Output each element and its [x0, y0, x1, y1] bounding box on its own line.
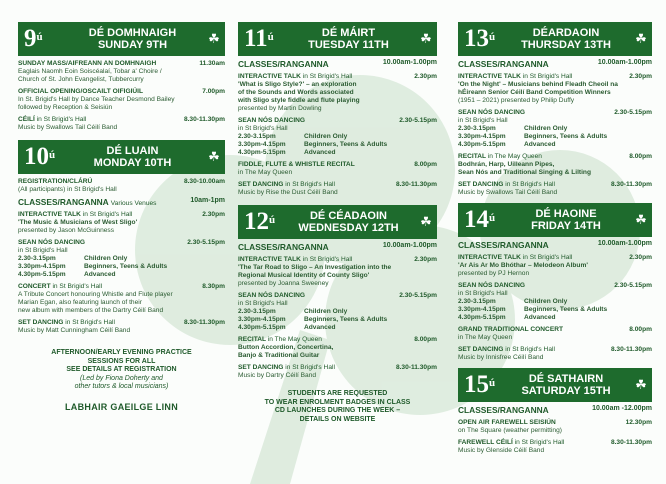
shamrock-icon: ☘: [420, 214, 432, 229]
note-line: TO WEAR ENROLMENT BADGES IN CLASS: [264, 398, 411, 406]
session-level: Children Only: [524, 125, 568, 132]
event-time: 11.30am: [199, 60, 225, 67]
event-title: INTERACTIVE TALK: [18, 211, 81, 218]
event-set-monday: [18, 319, 225, 335]
event-time: 8.30-11.30pm: [610, 439, 652, 446]
event-time: 8.30-11.30pm: [395, 364, 437, 371]
event-time: 8.30-11.30pm: [183, 116, 225, 123]
day-name-english: MONDAY 10TH: [93, 157, 172, 169]
event-time: 8.30-11.30pm: [610, 181, 652, 188]
session-time: 4.30pm-5.15pm: [238, 324, 286, 331]
session-level: Children Only: [524, 298, 568, 305]
event-time: 12.30pm: [625, 419, 652, 426]
event-time: 2.30-5.15pm: [399, 117, 437, 124]
event-title: FIDDLE, FLUTE & WHISTLE RECITAL: [238, 161, 355, 168]
session-time: 2.30-3.15pm: [18, 255, 56, 262]
event-title: SET DANCING: [458, 346, 504, 353]
session-time: 3.30pm-4.15pm: [238, 316, 286, 323]
shamrock-icon: ☘: [635, 377, 647, 392]
event-venue: in The May Queen: [487, 153, 542, 160]
session-time: 4.30pm-5.15pm: [458, 141, 506, 148]
day-number: 11: [244, 25, 268, 52]
event-venue: in St Brigid's Hall: [302, 73, 353, 80]
event-detail: Church of St. John Evangelist, Tubbercurry: [18, 76, 144, 83]
event-title: INTERACTIVE TALK: [458, 73, 521, 80]
day-monday: [18, 140, 225, 335]
event-detail: Sean Nós and Traditional Singing & Lilting: [458, 169, 591, 176]
event-detail: A Tribute Concert honouring Whistle and Flute player: [18, 291, 173, 298]
shamrock-icon: ☘: [208, 31, 220, 46]
event-sean-nos-wednesday: [238, 292, 437, 332]
session-time: 2.30-3.15pm: [238, 308, 276, 315]
shamrock-icon: ☘: [635, 31, 647, 46]
day-banner-saturday: [458, 368, 652, 402]
note-line: (Led by Fiona Doherty and: [80, 374, 163, 382]
event-venue: in St Brigid's Hall: [52, 283, 103, 290]
event-detail: with Sligo style fiddle and flute playing: [238, 97, 360, 104]
event-title: OFFICIAL OPENING/OSCAILT OIFIGIÚIL: [18, 88, 144, 95]
session-grid: [238, 133, 437, 157]
event-time: 2.30pm: [414, 73, 437, 80]
session-time: 4.30pm-5.15pm: [238, 149, 286, 156]
event-title: CLASSES/RANGANNA: [18, 197, 109, 207]
day-number-suffix: ú: [49, 149, 56, 161]
event-detail: 'The Music & Musicians of West Sligo': [18, 219, 138, 226]
day-number-suffix: ú: [489, 212, 496, 224]
event-title: SET DANCING: [458, 181, 504, 188]
day-friday: [458, 203, 652, 362]
shamrock-icon: ☘: [208, 149, 220, 164]
event-detail: presented by Jason McGuinness: [18, 227, 115, 234]
day-number-suffix: ú: [267, 31, 274, 43]
event-detail: 'Ar Ais Ar Mo Bhóthar – Melodeon Album': [458, 262, 588, 269]
session-level: Advanced: [84, 271, 116, 278]
event-venue: in St Brigid's Hall: [238, 300, 288, 307]
session-level: Advanced: [304, 149, 336, 156]
event-title: SEAN NÓS DANCING: [18, 239, 86, 246]
event-time: 8.30pm: [202, 283, 225, 290]
column-sunday-monday: [18, 22, 225, 412]
event-classes-wednesday: [238, 242, 437, 252]
event-classes-saturday: [458, 405, 652, 415]
badges-note: [238, 390, 437, 424]
event-title: GRAND TRADITIONAL CONCERT: [458, 326, 564, 333]
event-talk-friday: [458, 254, 652, 278]
event-detail: (1951 – 2021) presented by Philip Duffy: [458, 97, 575, 104]
event-recital-thursday: [458, 153, 652, 177]
speak-irish-slogan: LABHAIR GAEILGE LINN: [65, 401, 178, 412]
event-detail: Music by Innisfree Céilí Band: [458, 354, 544, 361]
session-level: Advanced: [524, 314, 556, 321]
session-time: 3.30pm-4.15pm: [238, 141, 286, 148]
event-detail: Marian Egan, also featuring launch of their: [18, 299, 142, 306]
event-fiddle-recital: [238, 161, 437, 177]
event-time: 10.00am -12.00pm: [592, 405, 652, 412]
event-time: 2.30-5.15pm: [614, 282, 652, 289]
day-number: 9: [24, 25, 37, 52]
event-talk-monday: [18, 211, 225, 235]
event-time: 2.30-5.15pm: [187, 239, 225, 246]
event-venue: in St Brigid's Hall: [82, 211, 133, 218]
event-ceili-sunday: [18, 116, 225, 132]
day-number: 12: [244, 208, 269, 235]
event-venue: in St Brigid's Hall: [18, 247, 68, 254]
note-line: AFTERNOON/EARLY EVENING PRACTICE: [51, 349, 192, 356]
event-sunday-mass: [18, 60, 225, 84]
event-title: CLASSES/RANGANNA: [458, 240, 549, 250]
session-time: 3.30pm-4.15pm: [458, 133, 506, 140]
event-venue: in St Brigid's Hall: [522, 254, 573, 261]
event-title: SEAN NÓS DANCING: [238, 117, 306, 124]
event-detail: presented by Joanna Sweeney: [238, 280, 329, 287]
event-time: 2.30pm: [414, 256, 437, 263]
day-banner-wednesday: [238, 205, 437, 239]
event-time: 8.30-10.00am: [183, 178, 225, 185]
day-banner-friday: [458, 203, 652, 237]
event-talk-tuesday: [238, 73, 437, 113]
note-line: SESSIONS FOR ALL: [87, 357, 156, 365]
event-title: INTERACTIVE TALK: [238, 73, 301, 80]
event-detail: presented by PJ Hernon: [458, 270, 530, 277]
event-time: 10.00am-1.00pm: [597, 59, 652, 66]
day-tuesday: [238, 22, 437, 197]
event-venue: in The May Queen: [238, 169, 293, 176]
day-number: 15: [464, 371, 489, 398]
event-time: 10.00am-1.00pm: [382, 59, 437, 66]
day-number: 13: [464, 25, 489, 52]
event-sean-nos-tuesday: [238, 117, 437, 157]
day-banner-sunday: [18, 22, 225, 56]
event-title: SEAN NÓS DANCING: [458, 282, 526, 289]
event-detail: hÉireann Senior Céilí Band Competition Winners: [458, 89, 611, 96]
event-detail: 'On the Night' – Musicians behind Fleadh Cheoil na: [458, 81, 618, 88]
event-title: INTERACTIVE TALK: [458, 254, 521, 261]
session-time: 3.30pm-4.15pm: [458, 306, 506, 313]
event-farewell-ceili: [458, 439, 652, 455]
event-title: INTERACTIVE TALK: [238, 256, 301, 263]
event-title: RECITAL: [458, 153, 486, 160]
event-time: 2.30-5.15pm: [614, 109, 652, 116]
day-banner-monday: [18, 140, 225, 174]
event-talk-wednesday: [238, 256, 437, 288]
event-time: 8.30-11.30pm: [183, 319, 225, 326]
event-title: CLASSES/RANGANNA: [458, 59, 549, 69]
event-title: RECITAL: [238, 336, 266, 343]
day-number-suffix: ú: [36, 31, 43, 43]
event-set-friday: [458, 346, 652, 362]
event-detail: Music by Swallows Tail Céilí Band: [18, 124, 118, 131]
day-number-suffix: ú: [269, 214, 276, 226]
session-level: Children Only: [304, 308, 348, 315]
day-name-irish: DÉ LUAIN: [106, 145, 159, 157]
event-time: 8.30-11.30pm: [610, 346, 652, 353]
day-banner-thursday: [458, 22, 652, 56]
event-classes-monday: [18, 197, 225, 207]
session-level: Children Only: [84, 255, 128, 262]
event-detail: Regional Musical Identity of County Sligo': [238, 272, 370, 279]
session-grid: [238, 308, 437, 332]
session-level: Advanced: [524, 141, 556, 148]
shamrock-icon: ☘: [635, 212, 647, 227]
event-venue: in St Brigid's Hall: [458, 290, 508, 297]
session-level: Children Only: [304, 133, 348, 140]
event-venue: in St Brigid's Hall: [505, 181, 555, 188]
event-detail: Music by Swallows Tail Céilí Band: [458, 189, 558, 196]
event-official-opening: [18, 88, 225, 112]
session-time: 2.30-3.15pm: [238, 133, 276, 140]
event-venue: Various Venues: [110, 200, 157, 207]
event-detail: Music by Matt Cunningham Céilí Band: [18, 327, 131, 334]
event-sean-nos-thursday: [458, 109, 652, 149]
day-saturday: [458, 368, 652, 455]
event-venue: on The Square (weather permitting): [458, 427, 562, 434]
shamrock-icon: ☘: [420, 31, 432, 46]
day-name-english: WEDNESDAY 12TH: [298, 222, 399, 234]
event-set-thursday: [458, 181, 652, 197]
event-title: CLASSES/RANGANNA: [458, 405, 549, 415]
event-detail: Banjo & Traditional Guitar: [238, 352, 320, 359]
event-recital-wednesday: [238, 336, 437, 360]
event-talk-thursday: [458, 73, 652, 105]
event-detail: Music by Rise the Dust Céilí Band: [238, 189, 338, 196]
event-detail: 'What is Sligo Style?' – an exploration: [238, 81, 357, 88]
event-title: SET DANCING: [238, 364, 284, 371]
event-time: 10.00am-1.00pm: [597, 240, 652, 247]
session-time: 3.30pm-4.15pm: [18, 263, 66, 270]
day-number: 10: [24, 143, 49, 170]
event-registration: [18, 178, 225, 194]
day-name-irish: DÉ DOMHNAIGH: [88, 27, 177, 39]
day-number: 14: [464, 206, 489, 233]
event-detail: 'The Tar Road to Sligo – An Investigation into the: [238, 264, 392, 271]
event-venue: in St Brigid's Hall: [285, 364, 335, 371]
event-time: 8.00pm: [629, 326, 652, 333]
event-title: CONCERT: [18, 283, 51, 290]
event-farewell-seisiun: [458, 419, 652, 435]
event-title: OPEN AIR FAREWELL SEISIÚN: [458, 419, 556, 426]
event-time: 10.00am-1.00pm: [382, 242, 437, 249]
day-sunday: [18, 22, 225, 132]
day-name-english: SUNDAY 9TH: [97, 39, 168, 51]
session-level: Advanced: [304, 324, 336, 331]
day-banner-tuesday: [238, 22, 437, 56]
event-classes-thursday: [458, 59, 652, 69]
event-detail: Music by Dartry Céilí Band: [238, 372, 317, 379]
event-detail: followed by Reception & Seisiún: [18, 104, 113, 111]
column-tuesday-wednesday: [238, 22, 437, 424]
event-venue: in St Brigid's Hall: [458, 117, 508, 124]
practice-sessions-note: [18, 349, 225, 392]
note-line: CD LAUNCHES DURING THE WEEK –: [274, 407, 401, 414]
day-thursday: [458, 22, 652, 197]
event-detail: of the Sounds and Words associated: [238, 89, 354, 96]
day-name-irish: DÉ HAOINE: [535, 208, 597, 220]
session-time: 4.30pm-5.15pm: [458, 314, 506, 321]
event-venue: in St Brigid's Hall: [65, 319, 115, 326]
event-title: SET DANCING: [238, 181, 284, 188]
session-level: Beginners, Teens & Adults: [304, 316, 388, 323]
event-title: SEAN NÓS DANCING: [238, 292, 306, 299]
column-thursday-saturday: [458, 22, 652, 461]
event-time: 2.30-5.15pm: [399, 292, 437, 299]
day-name-irish: DÉARDAOIN: [532, 27, 600, 39]
event-detail: Button Accordion, Concertina,: [238, 344, 334, 351]
event-classes-friday: [458, 240, 652, 250]
session-level: Beginners, Teens & Adults: [304, 141, 388, 148]
event-grand-concert: [458, 326, 652, 342]
event-detail: Eaglais Naomh Eoin Soiscéalaí, Tobar a' Choire /: [18, 68, 162, 75]
day-wednesday: [238, 205, 437, 380]
day-name-irish: DÉ CÉADAOIN: [309, 210, 387, 222]
event-detail: (All participants) in St Brigid's Hall: [18, 186, 117, 193]
event-title: CÉILÍ: [18, 116, 35, 123]
day-name-english: THURSDAY 13TH: [521, 39, 611, 51]
event-venue: in St Brigid's Hall: [302, 256, 353, 263]
session-time: 2.30-3.15pm: [458, 125, 496, 132]
day-name-english: FRIDAY 14TH: [531, 220, 601, 232]
event-detail: In St. Brigid's Hall by Dance Teacher Desmond Bailey: [18, 96, 175, 103]
event-detail: presented by Martin Dowling: [238, 105, 322, 112]
event-time: 2.30pm: [629, 254, 652, 261]
session-time: 2.30-3.15pm: [458, 298, 496, 305]
event-classes-tuesday: [238, 59, 437, 69]
event-venue: in St Brigid's Hall: [514, 439, 565, 446]
event-title: REGISTRATION/CLÁRÚ: [18, 178, 93, 185]
day-number-suffix: ú: [489, 377, 496, 389]
event-time: 8.00pm: [629, 153, 652, 160]
event-venue: in St Brigid's Hall: [36, 116, 87, 123]
event-title: CLASSES/RANGANNA: [238, 242, 329, 252]
event-time: 8.30-11.30pm: [395, 181, 437, 188]
note-line: other tutors & local musicians): [74, 383, 169, 390]
session-level: Beginners, Teens & Adults: [84, 263, 168, 270]
note-line: STUDENTS ARE REQUESTED: [287, 390, 388, 397]
session-grid: [458, 125, 652, 149]
session-level: Beginners, Teens & Adults: [524, 306, 608, 313]
note-line: DETAILS ON WEBSITE: [299, 415, 376, 423]
event-detail: Music by Glenside Céilí Band: [458, 447, 545, 454]
event-title: SET DANCING: [18, 319, 64, 326]
event-title: CLASSES/RANGANNA: [238, 59, 329, 69]
event-set-tuesday: [238, 181, 437, 197]
event-time: 2.30pm: [202, 211, 225, 218]
day-number-suffix: ú: [489, 31, 496, 43]
event-time: 10am-1pm: [190, 197, 225, 204]
day-name-irish: DÉ SATHAIRN: [528, 373, 604, 385]
event-detail: Bodhrán, Harp, Uilleann Pipes,: [458, 161, 555, 168]
session-grid: [18, 255, 225, 279]
day-name-english: SATURDAY 15TH: [521, 385, 611, 397]
session-grid: [458, 298, 652, 322]
event-time: 2.30pm: [629, 73, 652, 80]
event-sean-nos-friday: [458, 282, 652, 322]
event-time: 8.00pm: [414, 161, 437, 168]
event-set-wednesday: [238, 364, 437, 380]
event-venue: in St Brigid's Hall: [238, 125, 288, 132]
event-venue: in The May Queen: [458, 334, 513, 341]
event-sean-nos-monday: [18, 239, 225, 279]
event-venue: in St Brigid's Hall: [285, 181, 335, 188]
event-detail: new album with members of the Dartry Céilí Band: [18, 307, 164, 314]
session-time: 4.30pm-5.15pm: [18, 271, 66, 278]
event-venue: in The May Queen: [267, 336, 322, 343]
event-title: SEAN NÓS DANCING: [458, 109, 526, 116]
event-venue: in St Brigid's Hall: [522, 73, 573, 80]
event-concert-monday: [18, 283, 225, 315]
event-title: SUNDAY MASS/AIFREANN AN DOMHNAIGH: [18, 60, 157, 67]
note-line: SEE DETAILS AT REGISTRATION: [66, 366, 177, 373]
event-title: FAREWELL CÉILÍ: [458, 439, 513, 446]
event-time: 8.00pm: [414, 336, 437, 343]
event-venue: in St Brigid's Hall: [505, 346, 555, 353]
event-time: 7.00pm: [202, 88, 225, 95]
day-name-irish: DÉ MÁIRT: [321, 27, 376, 39]
session-level: Beginners, Teens & Adults: [524, 133, 608, 140]
day-name-english: TUESDAY 11TH: [308, 39, 389, 51]
